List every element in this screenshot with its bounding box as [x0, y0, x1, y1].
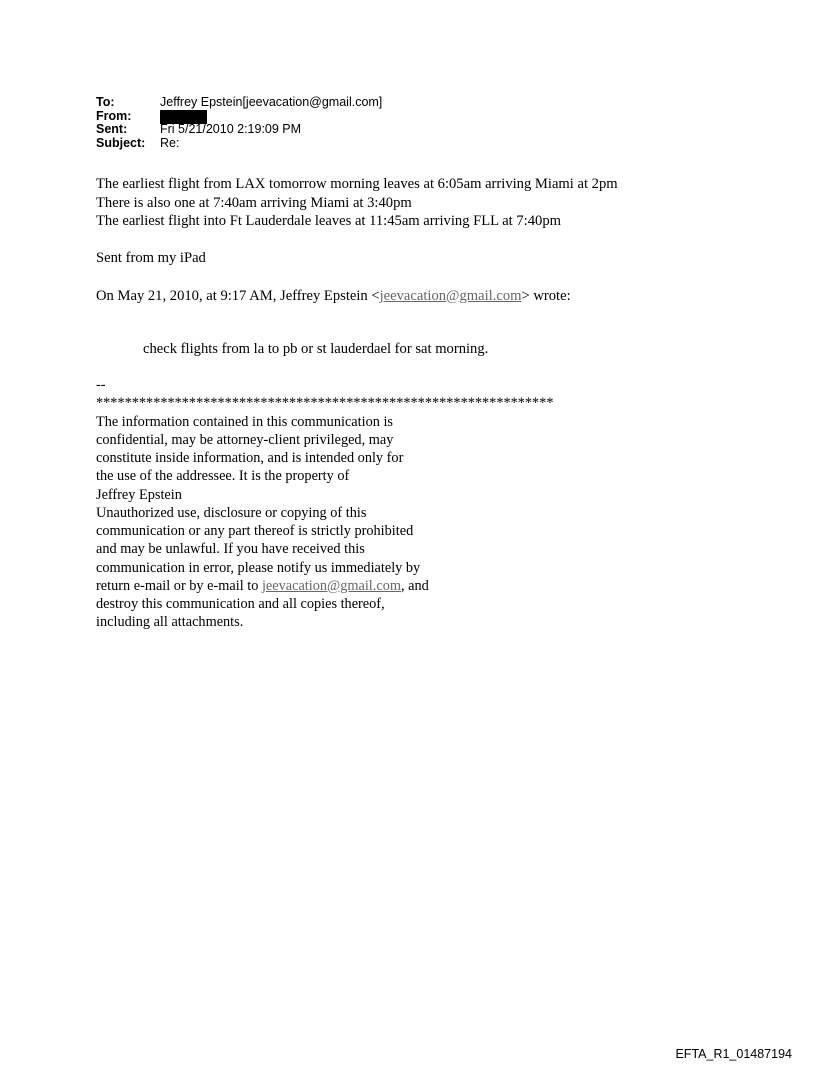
email-body [96, 175, 736, 305]
body-line: The earliest flight from LAX tomorrow morning leaves at 6:05am arriving Miami at 2pm [96, 176, 618, 192]
body-line: The earliest flight into Ft Lauderdale leaves at 11:45am arriving FLL at 7:40pm [96, 213, 561, 230]
body-line: There is also one at 7:40am arriving Miami at 3:40pm [96, 194, 412, 211]
email-header [96, 96, 382, 150]
disclaimer [96, 376, 554, 632]
disclaimer-line: communication in error, please notify us immediately by [96, 559, 421, 576]
sent-row [96, 123, 382, 137]
subject-label: Subject: [96, 135, 146, 150]
subject-row [96, 137, 382, 151]
reply-email-link[interactable]: jeevacation@gmail.com [379, 287, 522, 304]
disclaimer-line: communication or any part thereof is strictly prohibited [96, 523, 414, 539]
to-row [96, 96, 382, 110]
to-value: Jeffrey Epstein[jeevacation@gmail.com] [160, 95, 383, 109]
disclaimer-line: destroy this communication and all copies thereof, [96, 596, 385, 612]
sent-value: Fri 5/21/2010 2:19:09 PM [160, 122, 302, 136]
separator-dashes: -- [96, 377, 106, 393]
document-id: EFTA_R1_01487194 [675, 1047, 792, 1061]
from-row [96, 110, 382, 124]
separator-stars: **************************************************************** [96, 395, 554, 412]
quoted-message: check flights from la to pb or st lauderdael for sat morning. [143, 341, 489, 357]
signature: Sent from my iPad [96, 250, 206, 267]
disclaimer-line: constitute inside information, and is intended only for [96, 450, 404, 466]
reply-header: On May 21, 2010, at 9:17 AM, Jeffrey Epstein <jeevacation@gmail.com> wrote: [96, 287, 571, 304]
disclaimer-line: Jeffrey Epstein [96, 486, 182, 503]
disclaimer-line: including all attachments. [96, 614, 244, 631]
disclaimer-line: the use of the addressee. It is the property of [96, 468, 350, 485]
disclaimer-email-link[interactable]: jeevacation@gmail.com [261, 577, 401, 594]
from-label: From: [96, 108, 132, 123]
to-label: To: [96, 95, 115, 109]
disclaimer-line: confidential, may be attorney-client privileged, may [96, 431, 394, 448]
disclaimer-line: and may be unlawful. If you have received this [96, 541, 365, 558]
subject-value: Re: [160, 135, 180, 150]
disclaimer-line: Unauthorized use, disclosure or copying of this [96, 504, 367, 521]
disclaimer-email-line: return e-mail or by e-mail to jeevacation@gmail.com, and [96, 577, 429, 594]
sent-label: Sent: [96, 122, 128, 136]
disclaimer-line: The information contained in this communication is [96, 413, 393, 430]
